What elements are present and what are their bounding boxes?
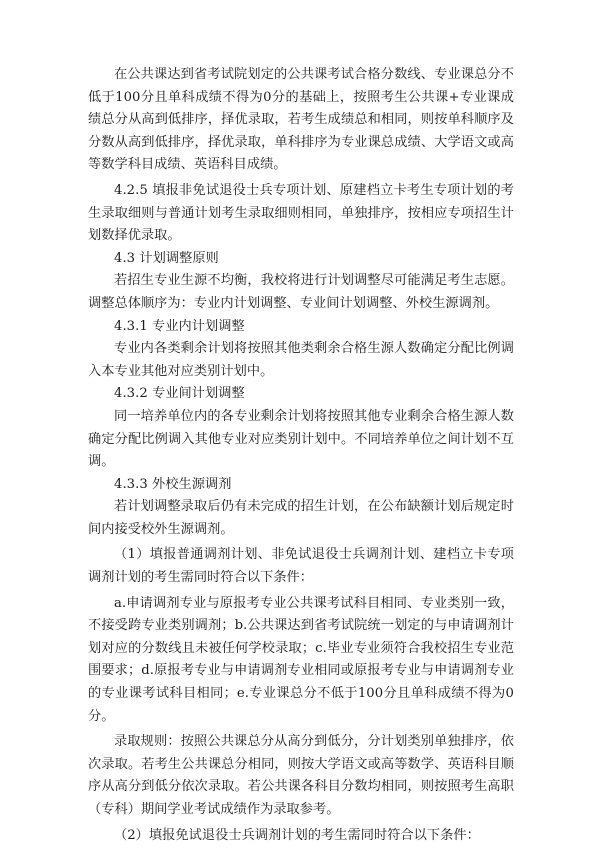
paragraph-within-major: 专业内各类剩余计划将按照其他类剩余合格生源人数确定分配比例调入本专业其他对应类别计划中。 bbox=[88, 341, 514, 379]
paragraph-plan-adjust: 若招生专业生源不均衡，我校将进行计划调整尽可能满足考生志愿。调整总体顺序为：专业内计划调整、专业间计划调整、外校生源调剂。 bbox=[88, 273, 514, 311]
paragraph-ranking-rule: 在公共课达到省考试院划定的公共课考试合格分数线、专业课总分不低于100分且单科成绩不得为0分的基础上，按照考生公共课+专业课成绩总分从高到低排序，择优录取，若考生成绩总和相同，则按单科顺序及分数从高到低排序，择优录取，单科排序为专业课总成绩、大学语文或高等数学科目成绩、英语科目成绩。 bbox=[88, 67, 514, 173]
document-body bbox=[88, 64, 514, 847]
paragraph-condition-2: （2）填报免试退役士兵调剂计划的考生需同时符合以下条件： bbox=[114, 827, 480, 843]
paragraph-4-2-5: 4.2.5 填报非免试退役士兵专项计划、原建档立卡考生专项计划的考生录取细则与普通计划考生录取细则相同，单独排序，按相应专项招生计划数择优录取。 bbox=[88, 182, 514, 244]
paragraph-conditions-a-e: a.申请调剂专业与原报考专业公共课考试科目相同、专业类别一致，不接受跨专业类别调剂；b.公共课达到省考试院统一划定的与申请调剂计划对应的分数线且未被任何学校录取；c.毕业专业须符合我校招生专业范围要求；d.原报考专业与申请调剂专业相同或原报考专业与申请调剂专业的专业课考试科目相同；e.专业课总分不低于100分且单科成绩不得为0分。 bbox=[88, 595, 514, 724]
paragraph-condition-1: （1）填报普通调剂计划、非免试退役士兵调剂计划、建档立卡专项调剂计划的考生需同时符合以下条件： bbox=[88, 547, 514, 586]
heading-4-3-1: 4.3.1 专业内计划调整 bbox=[114, 318, 245, 334]
paragraph-external-transfer: 若计划调整录取后仍有未完成的招生计划，在公布缺额计划后规定时间内接受校外生源调剂。 bbox=[88, 499, 514, 537]
paragraph-admission-rule: 录取规则：按照公共课总分从高分到低分，分计划类别单独排序，依次录取。若考生公共课总分相同，则按大学语文或高等数学、英语科目顺序从高分到低分依次录取。若公共课各科目分数均相同，则按照考生高职（专科）期间学业考试成绩作为录取参考。 bbox=[88, 734, 514, 817]
heading-4-3-2: 4.3.2 专业间计划调整 bbox=[114, 386, 245, 402]
heading-4-3-3: 4.3.3 外校生源调剂 bbox=[114, 476, 232, 492]
paragraph-between-majors: 同一培养单位内的各专业剩余计划将按照其他专业剩余合格生源人数确定分配比例调入其他专业对应类别计划中。不同培养单位之间计划不互调。 bbox=[88, 408, 514, 470]
heading-4-3: 4.3 计划调整原则 bbox=[114, 250, 219, 266]
